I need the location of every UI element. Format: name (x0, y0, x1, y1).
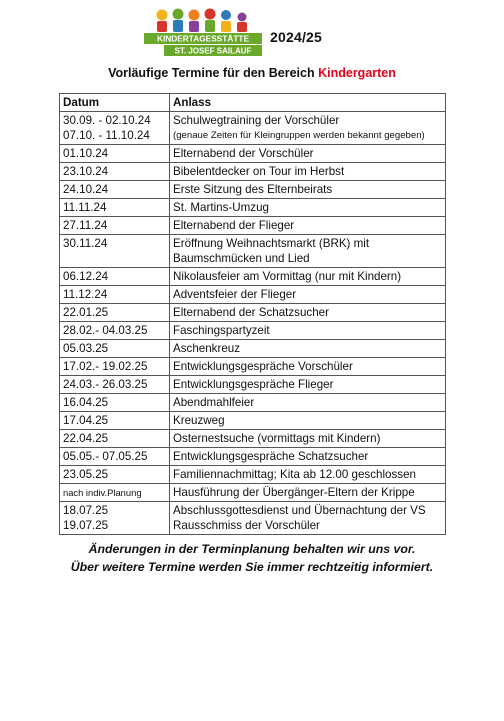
event-text: Nikolausfeier am Vormittag (nur mit Kindern) (173, 270, 402, 283)
event-text: Entwicklungsgespräche Vorschüler (173, 360, 353, 373)
table-row (60, 448, 446, 466)
date-text: 07.10. - 11.10.24 (63, 129, 150, 142)
column-header-event: Anlass (170, 94, 446, 112)
date-cell (60, 466, 170, 484)
date-text: 24.03.- 26.03.25 (63, 378, 148, 391)
title-highlight: Kindergarten (318, 66, 396, 80)
event-cell (170, 394, 446, 412)
title-prefix: Vorläufige Termine für den Bereich (108, 66, 319, 80)
table-row (60, 163, 446, 181)
event-text: Hausführung der Übergänger-Eltern der Krippe (173, 486, 415, 499)
event-text: Familiennachmittag; Kita ab 12.00 geschlossen (173, 468, 416, 481)
event-cell (170, 358, 446, 376)
event-cell (170, 145, 446, 163)
table-body (60, 112, 446, 535)
date-text: 17.02.- 19.02.25 (63, 360, 148, 373)
event-text: Abendmahlfeier (173, 396, 255, 409)
event-text: St. Martins-Umzug (173, 201, 269, 214)
date-text: 28.02.- 04.03.25 (63, 324, 148, 337)
event-text: Bibelentdecker on Tour im Herbst (173, 165, 345, 178)
event-text: Entwicklungsgespräche Flieger (173, 378, 334, 391)
date-text: 17.04.25 (63, 414, 109, 427)
kita-logo (142, 6, 264, 58)
event-cell (170, 112, 446, 145)
event-cell (170, 322, 446, 340)
date-cell (60, 181, 170, 199)
table-row (60, 199, 446, 217)
date-cell (60, 286, 170, 304)
table-row (60, 268, 446, 286)
event-text: Rausschmiss der Vorschüler (173, 519, 320, 532)
date-cell (60, 145, 170, 163)
event-cell (170, 199, 446, 217)
event-cell (170, 448, 446, 466)
date-text: 23.05.25 (63, 468, 109, 481)
footer-note (0, 540, 504, 576)
date-text: 05.03.25 (63, 342, 109, 355)
date-text: 19.07.25 (63, 519, 109, 532)
event-cell (170, 502, 446, 535)
table-row (60, 412, 446, 430)
date-cell (60, 163, 170, 181)
date-cell (60, 322, 170, 340)
table-row (60, 217, 446, 235)
date-text: 05.05.- 07.05.25 (63, 450, 148, 463)
date-cell (60, 217, 170, 235)
dates-table (59, 93, 446, 535)
event-cell (170, 340, 446, 358)
date-cell (60, 394, 170, 412)
footer-line-1: Änderungen in der Terminplanung behalten wir uns vor. (88, 542, 416, 556)
date-cell (60, 430, 170, 448)
event-text: Aschenkreuz (173, 342, 241, 355)
event-text: Elternabend der Flieger (173, 219, 295, 232)
table-row (60, 466, 446, 484)
table-row (60, 376, 446, 394)
event-text: Osternestsuche (vormittags mit Kindern) (173, 432, 381, 445)
date-text: 30.11.24 (63, 237, 108, 250)
table-row (60, 286, 446, 304)
table-row (60, 304, 446, 322)
table-row (60, 484, 446, 502)
date-cell (60, 358, 170, 376)
date-cell (60, 340, 170, 358)
event-cell (170, 163, 446, 181)
column-header-date: Datum (60, 94, 170, 112)
event-text: Baumschmücken und Lied (173, 252, 310, 265)
date-cell (60, 112, 170, 145)
date-text: 11.12.24 (63, 288, 108, 301)
date-text: 16.04.25 (63, 396, 109, 409)
school-year: 2024/25 (270, 29, 323, 45)
event-cell (170, 181, 446, 199)
table-row (60, 145, 446, 163)
date-text: 18.07.25 (63, 504, 109, 517)
date-text: 27.11.24 (63, 219, 108, 232)
date-text: 24.10.24 (63, 183, 109, 196)
date-cell (60, 376, 170, 394)
date-text: 22.01.25 (63, 306, 109, 319)
event-cell (170, 430, 446, 448)
event-cell (170, 286, 446, 304)
date-text: 30.09. - 02.10.24 (63, 114, 151, 127)
date-cell (60, 268, 170, 286)
children-figures-icon (157, 9, 248, 33)
date-cell (60, 304, 170, 322)
date-text: nach indiv.Planung (63, 487, 142, 498)
event-text: Elternabend der Schatzsucher (173, 306, 329, 319)
table-row (60, 430, 446, 448)
table-row (60, 322, 446, 340)
event-cell (170, 268, 446, 286)
event-text: Faschingspartyzeit (173, 324, 270, 337)
event-text: Eröffnung Weihnachtsmarkt (BRK) mit (173, 237, 370, 250)
table-row (60, 358, 446, 376)
date-cell (60, 502, 170, 535)
date-text: 23.10.24 (63, 165, 109, 178)
logo-text-line1: KINDERTAGESSTÄTTE (156, 33, 250, 44)
event-text: Elternabend der Vorschüler (173, 147, 314, 160)
date-cell (60, 412, 170, 430)
date-cell (60, 484, 170, 502)
event-cell (170, 235, 446, 268)
date-text: 11.11.24 (63, 201, 107, 214)
event-cell (170, 466, 446, 484)
event-cell (170, 412, 446, 430)
page-header (0, 0, 504, 62)
footer-line-2: Über weitere Termine werden Sie immer rechtzeitig informiert. (70, 560, 434, 574)
date-text: 06.12.24 (63, 270, 109, 283)
event-cell (170, 484, 446, 502)
table-row (60, 340, 446, 358)
event-text: Kreuzweg (173, 414, 225, 427)
event-cell (170, 304, 446, 322)
event-text: Adventsfeier der Flieger (173, 288, 297, 301)
table-header-row (60, 94, 446, 112)
date-cell (60, 235, 170, 268)
table-row (60, 181, 446, 199)
event-text: Abschlussgottesdienst und Übernachtung der VS (173, 504, 426, 517)
table-row (60, 502, 446, 535)
date-cell (60, 199, 170, 217)
event-text: Erste Sitzung des Elternbeirats (173, 183, 333, 196)
event-note: (genaue Zeiten für Kleingruppen werden bekannt gegeben) (173, 130, 425, 141)
date-text: 22.04.25 (63, 432, 109, 445)
logo-text-line2: ST. JOSEF SAILAUF (174, 46, 252, 56)
event-cell (170, 217, 446, 235)
date-text: 01.10.24 (63, 147, 109, 160)
page-title (0, 66, 504, 80)
table-row (60, 235, 446, 268)
event-text: Entwicklungsgespräche Schatzsucher (173, 450, 369, 463)
event-text: Schulwegtraining der Vorschüler (173, 114, 340, 127)
table-row (60, 394, 446, 412)
table-row (60, 112, 446, 145)
event-cell (170, 376, 446, 394)
date-cell (60, 448, 170, 466)
